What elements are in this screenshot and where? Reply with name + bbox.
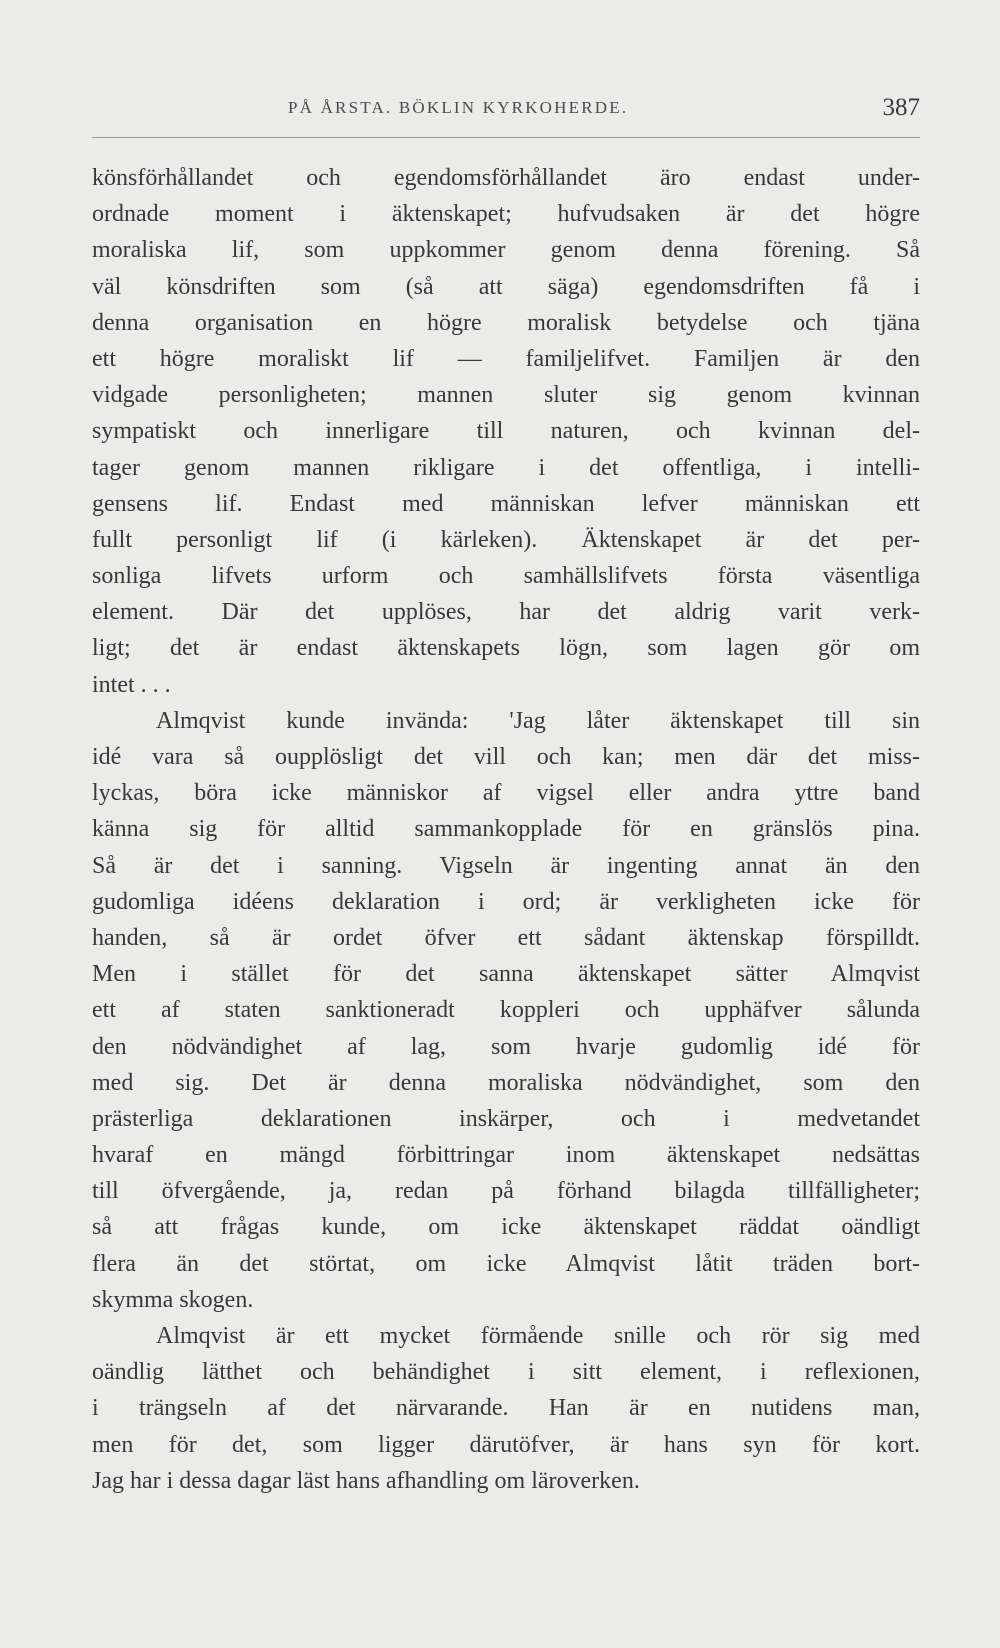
text-line: ligt; det är endast äktenskapets lögn, som lagen gör om	[92, 635, 920, 662]
text-line: oändlig lätthet och behändighet i sitt element, i reflexionen,	[92, 1359, 920, 1386]
text-line: ett af staten sanktioneradt koppleri och upphäfver sålunda	[92, 997, 920, 1024]
text-line: gensens lif. Endast med människan lefver människan ett	[92, 490, 920, 517]
text-line: ett högre moraliskt lif — familjelifvet. Familjen är den	[92, 345, 920, 372]
text-line: tager genom mannen rikligare i det offentliga, i intelli-	[92, 454, 920, 481]
running-head	[92, 94, 920, 126]
text-line: handen, så är ordet öfver ett sådant äktenskap förspilldt.	[92, 924, 920, 951]
paragraph	[92, 703, 920, 1318]
text-line: i trängseln af det närvarande. Han är en nutidens man,	[92, 1395, 920, 1422]
text-line: till öfvergående, ja, redan på förhand bilagda tillfälligheter;	[92, 1178, 920, 1205]
text-line: Almqvist är ett mycket förmående snille och rör sig med	[156, 1323, 920, 1349]
text-line: men för det, som ligger därutöfver, är hans syn för kort.	[92, 1431, 920, 1458]
text-line: element. Där det upplöses, har det aldrig varit verk-	[92, 599, 920, 626]
running-title: PÅ ÅRSTA. BÖKLIN KYRKOHERDE.	[288, 98, 629, 117]
text-line: med sig. Det är denna moraliska nödvändighet, som den	[92, 1069, 920, 1096]
text-line: flera än det störtat, om icke Almqvist låtit träden bort-	[92, 1250, 920, 1277]
paragraph	[92, 160, 920, 703]
text-line: idé vara så oupplösligt det vill och kan; men där det miss-	[92, 744, 920, 770]
text-line: denna organisation en högre moralisk betydelse och tjäna	[92, 309, 920, 336]
text-line: Almqvist kunde invända: 'Jag låter äktenskapet till sin	[156, 707, 920, 734]
text-line: moraliska lif, som uppkommer genom denna förening. Så	[92, 237, 920, 264]
text-line: väl könsdriften som (så att säga) egendomsdriften få i	[92, 273, 920, 300]
text-line: hvaraf en mängd förbittringar inom äktenskapet nedsättas	[92, 1142, 920, 1169]
header-rule	[92, 137, 920, 138]
body-text	[92, 160, 920, 1499]
text-line: känna sig för alltid sammankopplade för en gränslös pina.	[92, 816, 920, 843]
paragraph	[92, 1318, 920, 1499]
text-line: så att frågas kunde, om icke äktenskapet räddat oändligt	[92, 1214, 920, 1241]
text-line: fullt personligt lif (i kärleken). Äktenskapet är det per-	[92, 526, 920, 553]
text-line: intet . . .	[92, 671, 171, 698]
text-line: den nödvändighet af lag, som hvarje gudomlig idé för	[92, 1033, 920, 1060]
text-line: Så är det i sanning. Vigseln är ingenting annat än den	[92, 852, 920, 879]
text-line: prästerliga deklarationen inskärper, och i medvetandet	[92, 1105, 920, 1132]
text-line: skymma skogen.	[92, 1286, 254, 1313]
text-line: gudomliga idéens deklaration i ord; är verkligheten icke för	[92, 888, 920, 915]
text-line: Jag har i dessa dagar läst hans afhandling om läroverken.	[92, 1467, 640, 1494]
text-line: lyckas, böra icke människor af vigsel eller andra yttre band	[92, 780, 920, 807]
text-line: Men i stället för det sanna äktenskapet sätter Almqvist	[92, 961, 920, 988]
text-line: vidgade personligheten; mannen sluter sig genom kvinnan	[92, 382, 920, 409]
text-line: sympatiskt och innerligare till naturen, och kvinnan del-	[92, 418, 920, 445]
text-line: sonliga lifvets urform och samhällslifvets första väsentliga	[92, 563, 920, 590]
text-line: ordnade moment i äktenskapet; hufvudsaken är det högre	[92, 201, 920, 228]
text-line: könsförhållandet och egendomsförhållandet äro endast under-	[92, 165, 920, 191]
page-number: 387	[882, 94, 920, 121]
